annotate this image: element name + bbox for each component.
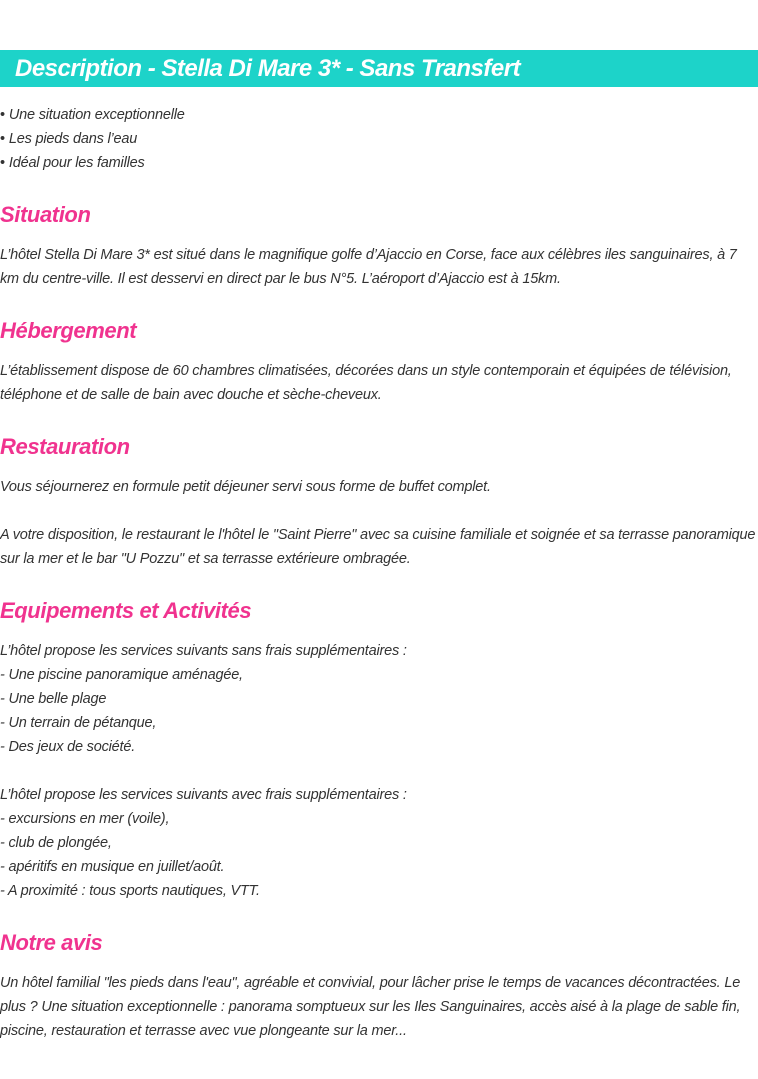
restauration-text-breakfast: Vous séjournerez en formule petit déjeuner servi sous forme de buffet complet. xyxy=(0,479,491,495)
description-content xyxy=(0,103,758,1063)
paid-services-list xyxy=(0,807,758,903)
section-title-situation: Situation xyxy=(0,202,91,227)
highlight-item: • Les pieds dans l’eau xyxy=(0,127,758,151)
highlight-item: • Une situation exceptionnelle xyxy=(0,103,758,127)
page-title: Description - Stella Di Mare 3* - Sans Transfert xyxy=(15,55,521,82)
section-equipements xyxy=(0,591,758,903)
section-restauration xyxy=(0,427,758,571)
highlights-list xyxy=(0,103,758,175)
title-bar xyxy=(0,50,758,87)
free-service-item: - Des jeux de société. xyxy=(0,735,758,759)
hebergement-text: L’établissement dispose de 60 chambres climatisées, décorées dans un style contemporain et équipées de télévision, téléphone et de salle de bain avec douche et sèche-cheveux. xyxy=(0,363,732,403)
paid-services-intro: L’hôtel propose les services suivants avec frais supplémentaires : xyxy=(0,787,407,803)
section-avis xyxy=(0,923,758,1043)
section-title-restauration: Restauration xyxy=(0,434,130,459)
section-title-equipements: Equipements et Activités xyxy=(0,598,252,623)
restauration-text-restaurant: A votre disposition, le restaurant le l'hôtel le "Saint Pierre" avec sa cuisine familiale et soignée et sa terrasse panoramique sur la mer et le bar "U Pozzu" et sa terrasse extérieure ombragée. xyxy=(0,527,756,567)
paid-service-item: - apéritifs en musique en juillet/août. xyxy=(0,855,758,879)
paid-service-item: - A proximité : tous sports nautiques, VTT. xyxy=(0,879,758,903)
situation-text: L’hôtel Stella Di Mare 3* est situé dans le magnifique golfe d’Ajaccio en Corse, face aux célèbres iles sanguinaires, à 7 km du centre-ville. Il est desservi en direct par le bus N°5. L’aéroport d’Ajaccio est à 15km. xyxy=(0,247,737,287)
paid-service-item: - excursions en mer (voile), xyxy=(0,807,758,831)
section-title-hebergement: Hébergement xyxy=(0,318,137,343)
section-situation xyxy=(0,195,758,291)
paid-service-item: - club de plongée, xyxy=(0,831,758,855)
free-services-intro: L’hôtel propose les services suivants sans frais supplémentaires : xyxy=(0,643,407,659)
free-service-item: - Une belle plage xyxy=(0,687,758,711)
section-title-avis: Notre avis xyxy=(0,930,103,955)
spacer xyxy=(0,759,758,783)
free-services-list xyxy=(0,663,758,759)
free-service-item: - Un terrain de pétanque, xyxy=(0,711,758,735)
section-hebergement xyxy=(0,311,758,407)
avis-text: Un hôtel familial "les pieds dans l'eau", agréable et convivial, pour lâcher prise le temps de vacances décontractées. Le plus ? Une situation exceptionnelle : panorama somptueux sur les Iles Sanguinaires, accès aisé à la plage de sable fin, piscine, restauration et terrasse avec vue plongeante sur la mer... xyxy=(0,975,741,1039)
spacer xyxy=(0,499,758,523)
highlight-item: • Idéal pour les familles xyxy=(0,151,758,175)
free-service-item: - Une piscine panoramique aménagée, xyxy=(0,663,758,687)
